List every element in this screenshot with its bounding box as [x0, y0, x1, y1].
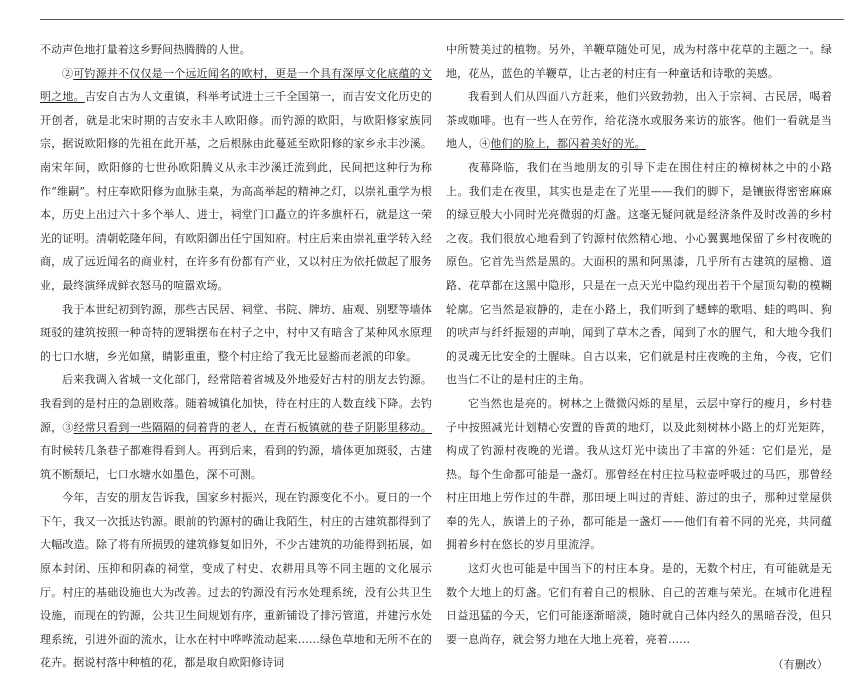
- paragraph: 夜幕降临，我们在当地朋友的引导下走在围住村庄的樟树林之中的小路上。我们走在夜里，其实也是走在了光里——我们的脚下，是镶嵌得密密麻麻的绿豆般大小同时光亮微弱的灯盏。这毫无疑问就是经济条件及时改善的乡村之夜。我们很放心地看到了钓源村依然精心地、小心翼翼地保留了乡村夜晚的原色。它首先当然是黑的。大面积的黑和阿黑漆，几乎所有古建筑的屋檐、道路、花草都在这黑中隐形，只是在一点天光中隐约现出若干个屋顶勾勒的模糊轮廓。它当然是寂静的，走在小路上，我们听到了蟋蟀的歌唱、蛙的鸣叫、狗的吠声与纤纤振翅的声响，闻到了草木之香，闻到了水的腥气，和大地今我们的灵魂无比安全的土腥味。自古以来，它们就是村庄夜晚的主角，今夜，它们也当仁不让的是村庄的主角。: [446, 160, 832, 387]
- paragraph: 它当然也是亮的。树林之上微微闪烁的星星，云层中穿行的瘦月，乡村巷子中按照减光计划精心安置的昏黄的地灯，以及此刻树林小路上的灯光矩阵，构成了钓源村夜晚的光谱。我从这灯光中读出了丰富的外延：它们是光，是热。每个生命都可能是一盏灯。那曾经在村庄拉马粒壶呼吸过的马匹，那曾经村庄田地上劳作过的牛群，那田埂上叫过的青蛙、游过的虫子，那种过堂屋供奉的先人，族谱上的子孙，都可能是一盏灯——他们有着不同的光亮，共同蕴拥着乡村在悠长的岁月里流浮。: [446, 396, 832, 552]
- marker-4: ④: [479, 137, 491, 151]
- paragraph-text: 我看到人们从四面八方赶来，他们兴致勃勃，出入于宗祠、古民居，喝着茶或咖啡。也有一些人在劳作，给花浇水或服务来访的旅客。他们一看就是当地人，: [446, 90, 832, 151]
- paragraph-text: 有时候转几条巷子都难得看到人。再到后来，看到的钓源，墙体更加斑驳，古建筑不断颓圮，七口水塘水如墨色，深不可测。: [40, 444, 432, 481]
- paragraph-continued: 不动声色地打量着这乡野间热腾腾的人世。: [40, 43, 251, 56]
- right-column: [446, 38, 832, 677]
- paragraph: 今年，吉安的朋友告诉我，国家乡村振兴，现在钓源变化不小。夏日的一个下午，我又一次抵达钓源。眼前的钓源村的确让我陌生，村庄的古建筑都得到了大幅改造。除了将有所损毁的建筑修复如旧外，不少古建筑的功能得到拓展，如原本封闭、压抑和阴森的祠堂，变成了村史、农耕用具等不同主题的文化展示厅。村庄的基础设施也大为改善。过去的钓源没有污水处理系统，没有公共卫生设施，而现在的钓源，公共卫生间规划有序，重新铺设了排污管道，并建污水处理系统，引进外面的流水，让水在村中哗哗流动起来……绿色草地和无所不在的花卉。据说村落中种植的花，都是取自欧阳修诗词: [40, 491, 432, 670]
- paragraph-text: 吉安自古为人文重镇，科举考试进士三千全国第一，而吉安文化历史的开创者，就是北宋时期的吉安永丰人欧阳修。而钓源的欧阳，与欧阳修家族同宗，据说欧阳修的先祖在此开基，之后根脉由此蔓延至欧阳修的家乡永丰沙溪。南宋年间，欧阳修的七世孙欧阳腾义从永丰沙溪迁流到此，民间把这种行为称作“维嗣”。村庄奉欧阳修为血脉圭臬，为高高举起的精神之灯，以崇礼重学为根本，历史上出过六十多个举人、进士，祠堂门口矗立的许多旗杆石，就是这一荣光的证明。清朝乾隆年间，有欧阳御出任宁国知府。村庄后来由崇礼重学转入经商，成了远近闻名的商业村，在许多有份都有产业，又以村庄为依托做起了服务业，最终演绎成鲜衣怒马的喧嚣欢场。: [40, 90, 432, 292]
- paragraph-marked-2: [40, 62, 432, 298]
- paragraph: 这灯火也可能是中国当下的村庄本身。是的，无数个村庄，有可能就是无数个大地上的灯盏。它们有着自己的根脉、自己的苦难与荣光。在城市化进程日益迅猛的今天，它们可能逐渐暗淡，随时就自己体内经久的黑暗吞没，但只要一息尚存，就会努力地在大地上亮着，亮着……: [446, 562, 832, 646]
- underlined-sentence-4: 他们的脸上，都闪着美好的光。: [490, 137, 646, 151]
- marker-3: ③: [62, 420, 74, 434]
- marker-2: ②: [62, 66, 74, 80]
- paragraph-text: 后来我调入省城一文化部门，经常陪着省城及外地爱好古村的朋友去钓源。我看到的是村庄的急剧败落。随着城镇化加快，待在村庄的人数直线下降。去钓源，: [40, 373, 432, 434]
- paragraph-marked-3: [40, 368, 432, 486]
- left-column: [40, 38, 432, 675]
- underlined-sentence-2: 可钓源并不仅仅是一个远近闻名的欧村，更是一个具有深厚文化底蕴的文明之地。: [40, 66, 432, 104]
- top-rule: [40, 19, 844, 20]
- source-note: （有删改）: [772, 658, 828, 672]
- paragraph: 我于本世纪初到钓源，那些古民居、祠堂、书院、牌坊、庙观、别墅等墙体斑驳的建筑按照一种奇特的逻辑摆布在村子之中，村中又有暗含了某种风水原理的七口水塘，乡光如黛，睛影重重，整个村庄给了我无比显豁而老派的印象。: [40, 302, 432, 363]
- underlined-sentence-3: 经常只看到一些隔隔的伺着背的老人，在青石板镇就的巷子阴影里移动。: [73, 420, 432, 434]
- paragraph-marked-4: [446, 85, 832, 156]
- paragraph-continued: 中所赞美过的植物。另外，羊鞭草随处可见，成为村落中花草的主题之一。绿地，花丛，蓝色的羊鞭草，让古老的村庄有一种童话和诗歌的美感。: [446, 43, 832, 80]
